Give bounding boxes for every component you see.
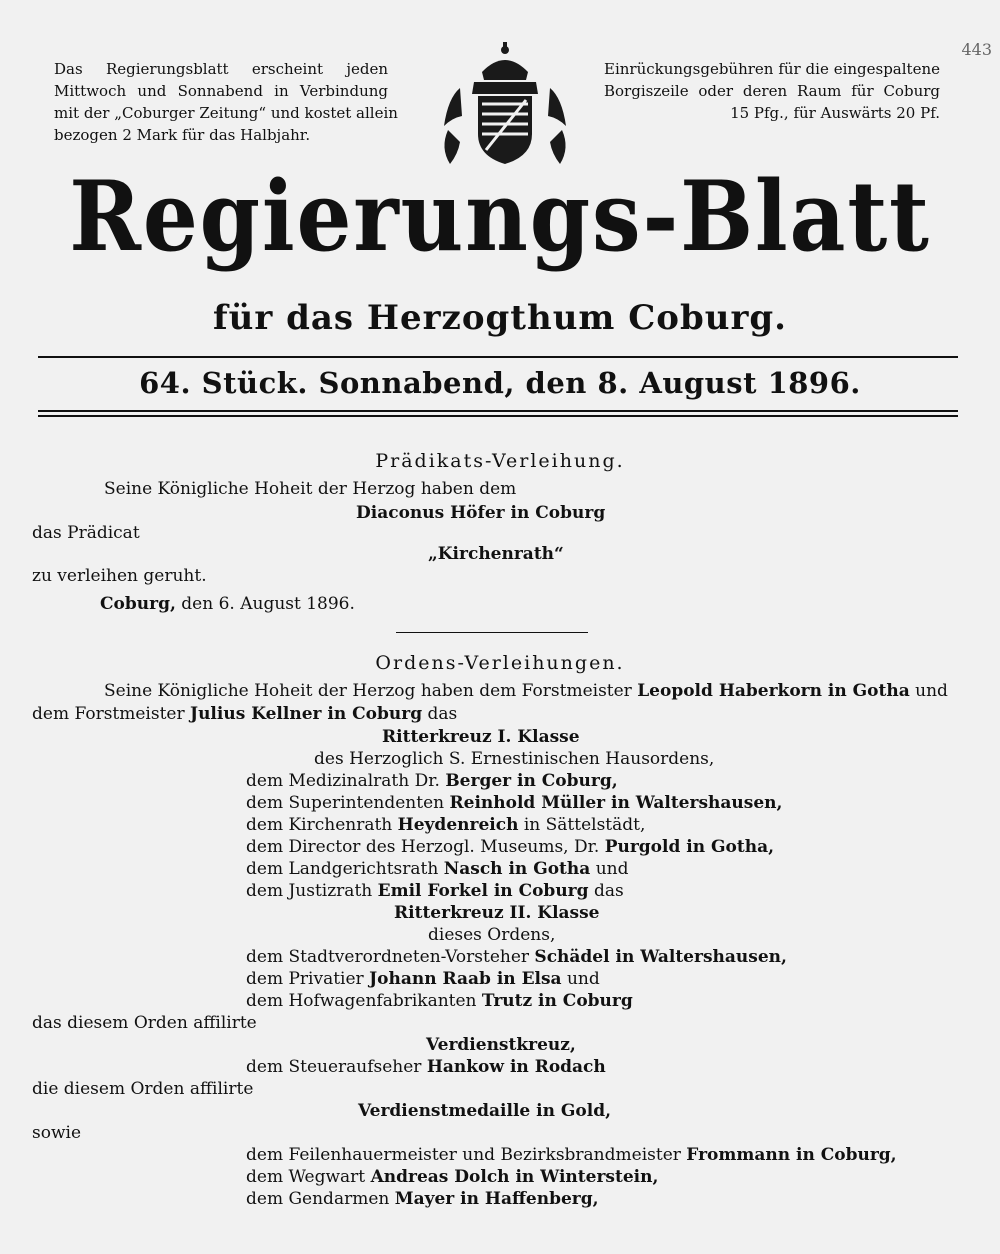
gazette-subtitle: für das Herzogthum Coburg. [212, 298, 788, 338]
order-name [394, 902, 600, 924]
list-item-name: Johann Raab in Elsa [369, 969, 562, 989]
list-item [246, 946, 787, 968]
rates-line: 15 Pfg., für Auswärts 20 Pf. [730, 104, 940, 122]
subscription-line: Das Regierungsblatt erscheint jeden [54, 60, 388, 78]
list-item-prefix: dem Privatier [246, 969, 364, 989]
rule-double-lower [38, 415, 958, 417]
order-description: dieses Ordens, [428, 925, 556, 945]
list-item [246, 1056, 606, 1078]
page-number: 443 [961, 40, 992, 59]
list-item [246, 1166, 658, 1188]
list-item-prefix: dem Stadtverordneten-Vorsteher [246, 947, 530, 967]
recipient-bold: Diaconus Höfer in Coburg [356, 503, 606, 523]
list-item-prefix: dem Superintendenten [246, 793, 445, 813]
list-item-prefix: dem Hofwagenfabrikanten [246, 991, 477, 1011]
text-line: das diesem Orden affilirte [32, 1013, 257, 1033]
dateline [100, 593, 355, 615]
list-item-prefix: dem Medizinalrath Dr. [246, 771, 440, 791]
text-line: sowie [32, 1123, 82, 1143]
list-item-prefix: dem Kirchenrath [246, 815, 393, 835]
list-item [246, 880, 624, 902]
order-name [426, 1034, 576, 1056]
list-item-prefix: dem Landgerichtsrath [246, 859, 439, 879]
issue-line: 64. Stück. Sonnabend, den 8. August 1896. [139, 366, 861, 400]
conjunction: und [915, 681, 948, 701]
text-line [104, 680, 948, 702]
list-item [246, 814, 645, 836]
list-item-name: Hankow in Rodach [426, 1057, 606, 1077]
list-item-suffix: in Sättelstädt, [523, 815, 646, 835]
article: das [427, 704, 458, 724]
list-item-name: Heydenreich [397, 815, 519, 835]
order-name [382, 726, 580, 748]
list-item-name: Berger in Coburg, [445, 771, 618, 791]
intro-text: dem Forstmeister [32, 704, 185, 724]
list-item-suffix: und [566, 969, 600, 989]
order-name-bold: Ritterkreuz I. Klasse [382, 727, 580, 747]
list-item-prefix: dem Feilenhauermeister und Bezirksbrandmeister [246, 1145, 681, 1165]
list-item [246, 836, 774, 858]
list-item-name: Andreas Dolch in Winterstein, [370, 1167, 659, 1187]
list-item-suffix: das [593, 881, 624, 901]
rule-top [38, 356, 958, 358]
dateline-date: den 6. August 1896. [181, 594, 355, 614]
rates-line: Borgiszeile oder deren Raum für Coburg [604, 82, 940, 100]
text-line: zu verleihen geruht. [32, 566, 207, 586]
list-item-name: Nasch in Gotha [443, 859, 591, 879]
advertising-rates [604, 58, 940, 124]
order-name-bold: Verdienstmedaille in Gold, [358, 1101, 612, 1121]
ducal-coat-of-arms [430, 38, 580, 178]
order-name [358, 1100, 611, 1122]
recipient-bold: Julius Kellner in Coburg [190, 704, 423, 724]
recipient-bold: Leopold Haberkorn in Gotha [637, 681, 910, 701]
text-line: das Prädicat [32, 523, 140, 543]
list-item-name: Purgold in Gotha, [604, 837, 775, 857]
rates-line: Einrückungsgebühren für die eingespaltene [604, 60, 940, 78]
gazette-title: Regierungs-Blatt [69, 160, 931, 273]
section-heading: Prädikats-Verleihung. [375, 450, 625, 472]
rule-double-upper [38, 410, 958, 412]
list-item-prefix: dem Director des Herzogl. Museums, Dr. [246, 837, 600, 857]
list-item-name: Mayer in Haffenberg, [394, 1189, 599, 1209]
section-heading: Ordens-Verleihungen. [375, 652, 625, 674]
section-divider [396, 632, 588, 633]
list-item-name: Emil Forkel in Coburg [377, 881, 589, 901]
text-line [32, 703, 457, 725]
list-item [246, 792, 782, 814]
list-item-prefix: dem Steueraufseher [246, 1057, 422, 1077]
text-line: die diesem Orden affilirte [32, 1079, 254, 1099]
order-name-bold: Verdienstkreuz, [426, 1035, 576, 1055]
list-item [246, 1188, 599, 1210]
order-description: des Herzoglich S. Ernestinischen Hausordens, [314, 749, 715, 769]
order-name-bold: Ritterkreuz II. Klasse [394, 903, 600, 923]
list-item-name: Reinhold Müller in Waltershausen, [449, 793, 783, 813]
list-item-name: Trutz in Coburg [481, 991, 633, 1011]
subscription-line: mit der „Coburger Zeitung“ und kostet allein [54, 104, 398, 122]
list-item-suffix: und [595, 859, 629, 879]
subscription-line: bezogen 2 Mark für das Halbjahr. [54, 126, 311, 144]
dateline-place: Coburg, [100, 594, 176, 614]
list-item [246, 968, 600, 990]
recipient-name [356, 502, 605, 524]
list-item-prefix: dem Gendarmen [246, 1189, 390, 1209]
list-item-name: Frommann in Coburg, [686, 1145, 897, 1165]
list-item [246, 990, 633, 1012]
text-line: Seine Königliche Hoheit der Herzog haben dem [104, 479, 517, 499]
subscription-line: Mittwoch und Sonnabend in Verbindung [54, 82, 388, 100]
intro-text: Seine Königliche Hoheit der Herzog haben dem Forstmeister [104, 681, 632, 701]
list-item-prefix: dem Justizrath [246, 881, 373, 901]
subscription-notice [54, 58, 398, 146]
list-item [246, 770, 618, 792]
conferred-title [428, 543, 564, 565]
list-item-name: Schädel in Waltershausen, [534, 947, 787, 967]
list-item-prefix: dem Wegwart [246, 1167, 366, 1187]
conferred-title-bold: „Kirchenrath“ [428, 544, 564, 564]
list-item [246, 1144, 897, 1166]
list-item [246, 858, 628, 880]
